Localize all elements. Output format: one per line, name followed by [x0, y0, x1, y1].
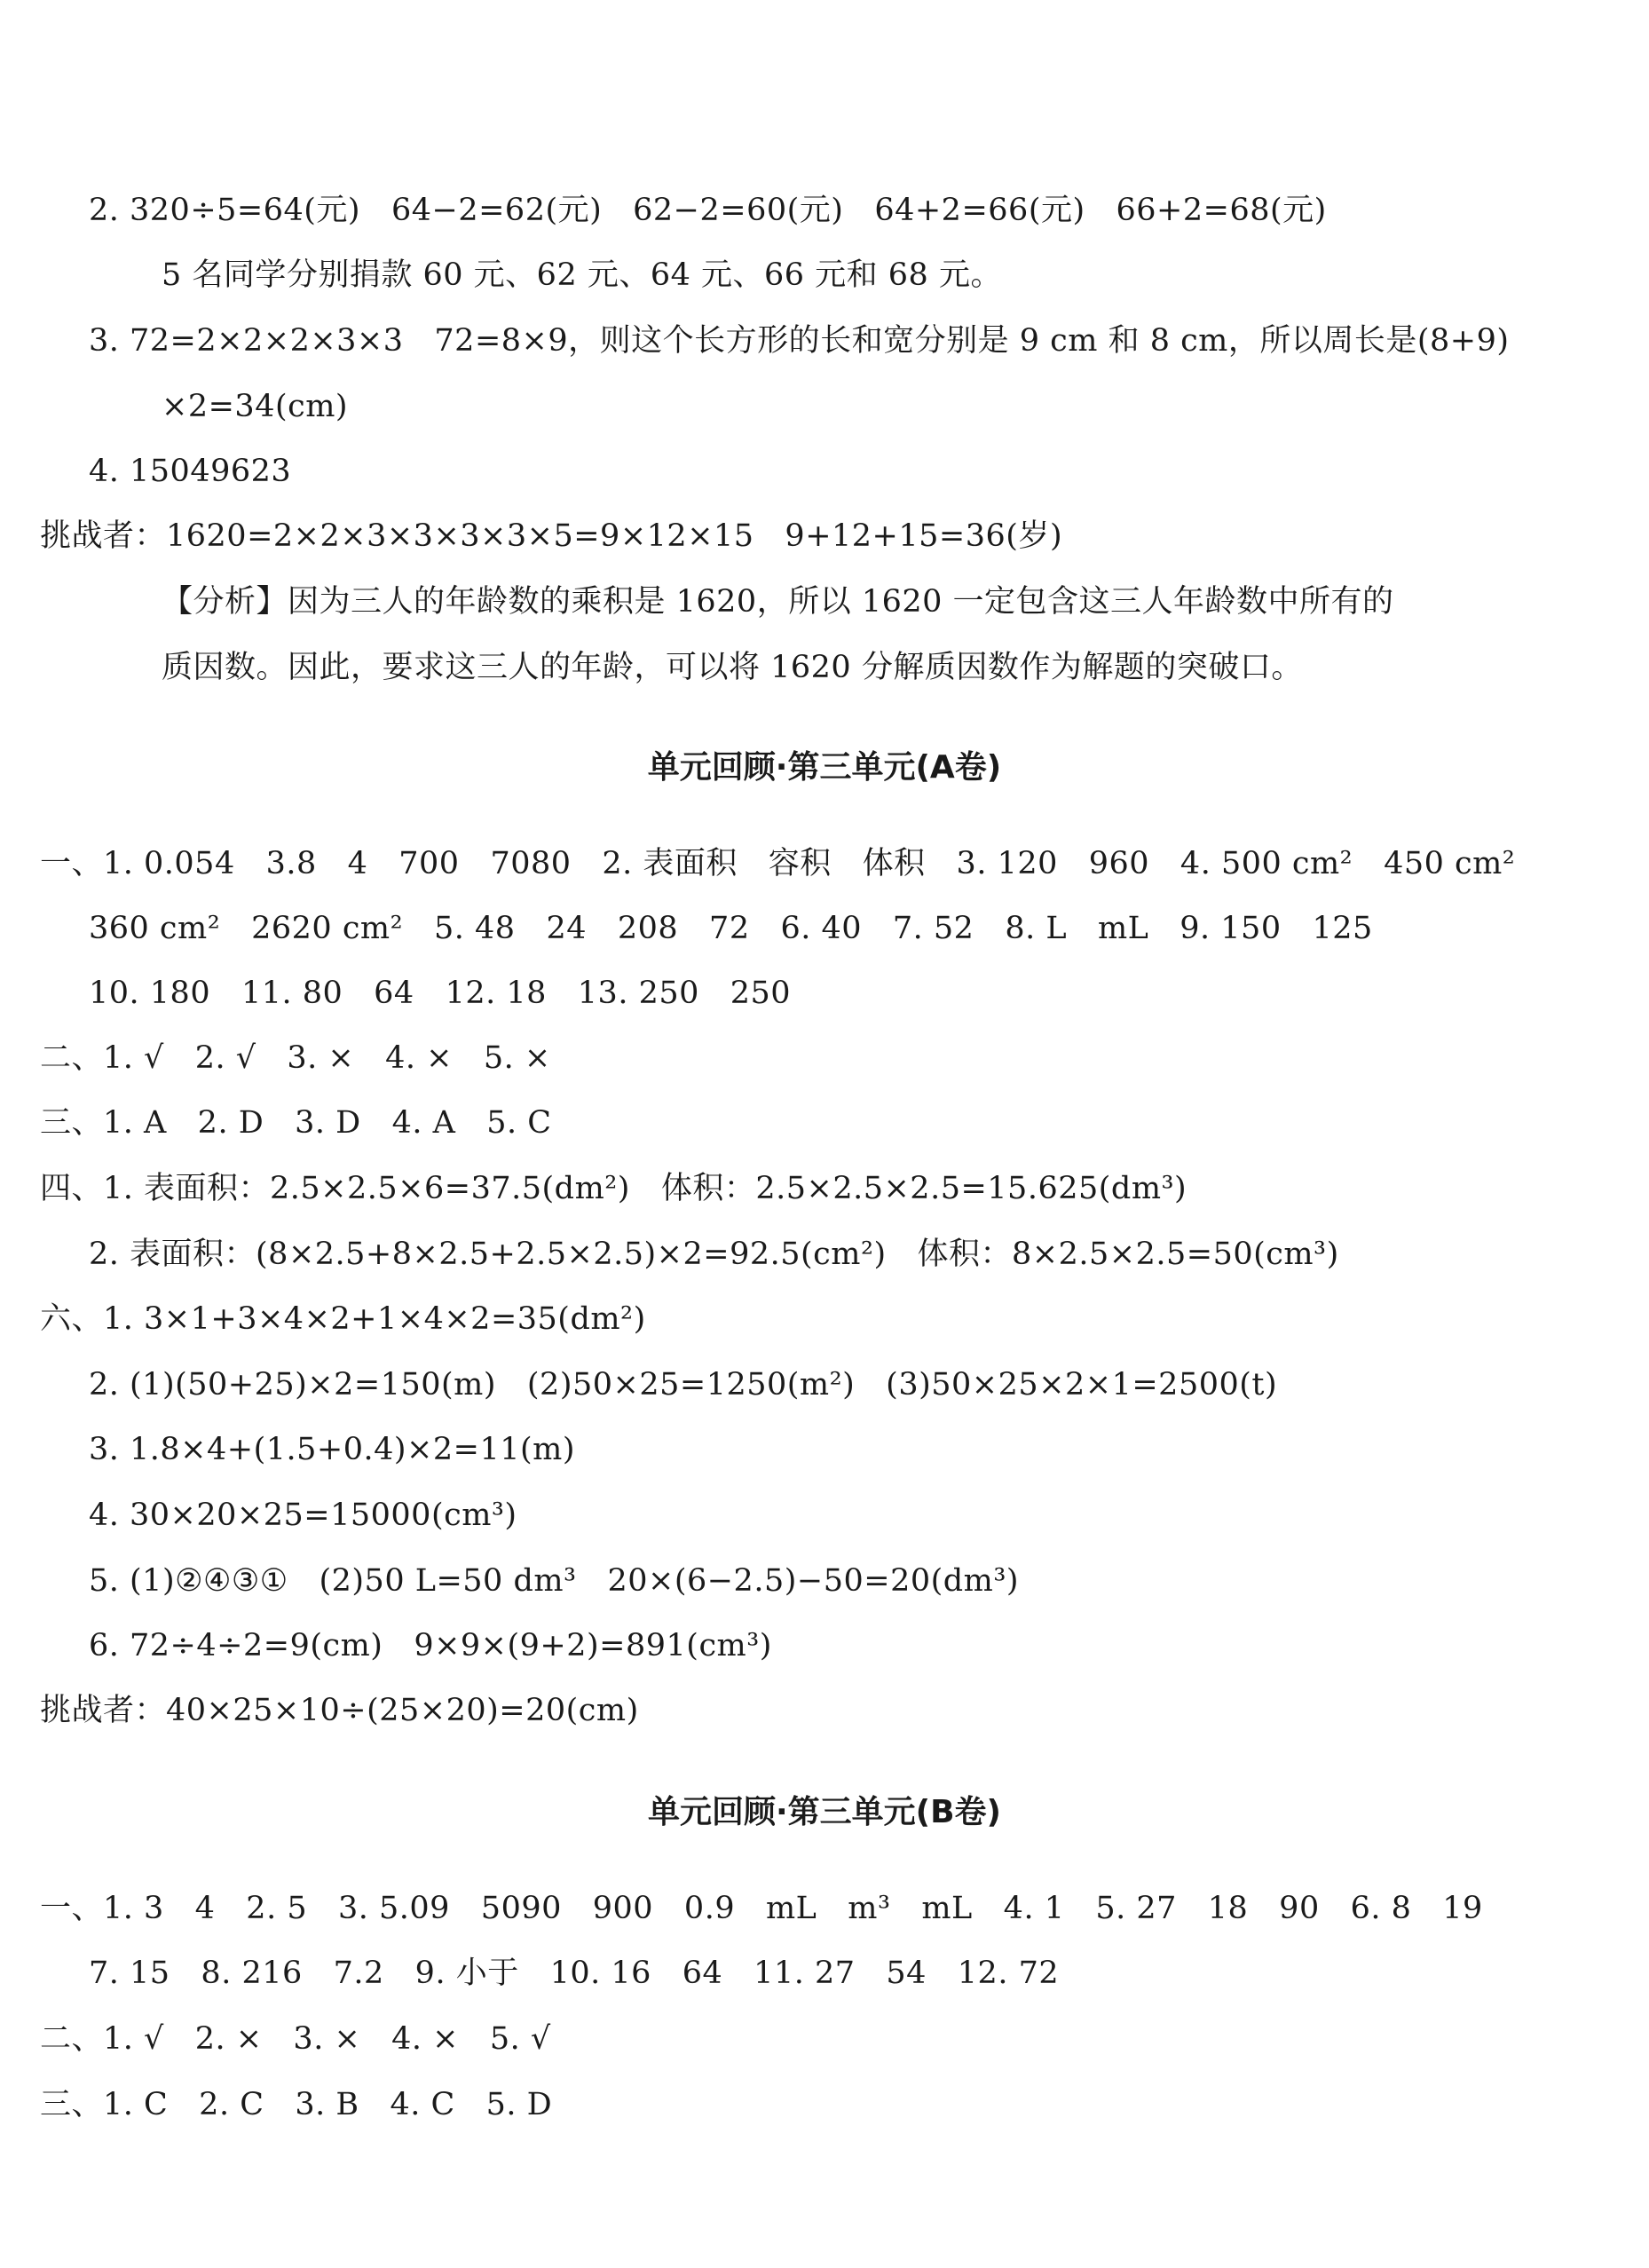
answer-line: 三、1. C 2. C 3. B 4. C 5. D [40, 2087, 553, 2122]
section-heading-a: 单元回顾·第三单元(A卷) [647, 749, 1002, 786]
answer-line: ×2=34(cm) [162, 389, 349, 424]
answer-line: 7. 15 8. 216 7.2 9. 小于 10. 16 64 11. 27 54 12. 72 [89, 1956, 1060, 1991]
answer-line: 四、1. 表面积：2.5×2.5×6=37.5(dm²) 体积：2.5×2.5×2.5=15.625(dm³) [40, 1171, 1187, 1206]
answer-line: 三、1. A 2. D 3. D 4. A 5. C [40, 1105, 552, 1141]
answer-line: 4. 15049623 [89, 454, 292, 489]
answer-line: 二、1. √ 2. √ 3. × 4. × 5. × [40, 1040, 551, 1076]
section-heading-b: 单元回顾·第三单元(B卷) [647, 1794, 1002, 1830]
challenger-line: 挑战者：40×25×10÷(25×20)=20(cm) [40, 1693, 639, 1728]
answer-line: 3. 1.8×4+(1.5+0.4)×2=11(m) [89, 1432, 576, 1467]
answer-line: 2. 表面积：(8×2.5+8×2.5+2.5×2.5)×2=92.5(cm²) 体积：8×2.5×2.5=50(cm³) [89, 1237, 1339, 1272]
analysis-line: 【分析】因为三人的年龄数的乘积是 1620，所以 1620 一定包含这三人年龄数中所有的 [162, 584, 1394, 620]
answer-line: 5. (1)②④③① (2)50 L=50 dm³ 20×(6−2.5)−50=20(dm³) [89, 1563, 1020, 1599]
answer-line: 4. 30×20×25=15000(cm³) [89, 1498, 517, 1533]
answer-line: 10. 180 11. 80 64 12. 18 13. 250 250 [89, 976, 792, 1011]
analysis-line: 质因数。因此，要求这三人的年龄，可以将 1620 分解质因数作为解题的突破口。 [162, 650, 1303, 685]
answer-line: 5 名同学分别捐款 60 元、62 元、64 元、66 元和 68 元。 [162, 257, 1002, 293]
answer-line: 二、1. √ 2. × 3. × 4. × 5. √ [40, 2021, 551, 2057]
answer-line: 六、1. 3×1+3×4×2+1×4×2=35(dm²) [40, 1301, 646, 1337]
answer-line: 6. 72÷4÷2=9(cm) 9×9×(9+2)=891(cm³) [89, 1628, 772, 1663]
answer-line: 2. (1)(50+25)×2=150(m) (2)50×25=1250(m²) (3)50×25×2×1=2500(t) [89, 1367, 1278, 1403]
answer-line: 3. 72=2×2×2×3×3 72=8×9，则这个长方形的长和宽分别是 9 cm 和 8 cm，所以周长是(8+9) [89, 323, 1510, 359]
challenger-line: 挑战者：1620=2×2×3×3×3×3×5=9×12×15 9+12+15=36(岁) [40, 518, 1063, 554]
answer-line: 360 cm² 2620 cm² 5. 48 24 208 72 6. 40 7. 52 8. L mL 9. 150 125 [89, 911, 1373, 946]
answer-line: 一、1. 3 4 2. 5 3. 5.09 5090 900 0.9 mL m³ mL 4. 1 5. 27 18 90 6. 8 19 [40, 1891, 1483, 1926]
answer-line: 一、1. 0.054 3.8 4 700 7080 2. 表面积 容积 体积 3. 120 960 4. 500 cm² 450 cm² [40, 846, 1516, 881]
answer-line: 2. 320÷5=64(元) 64−2=62(元) 62−2=60(元) 64+2=66(元) 66+2=68(元) [89, 193, 1327, 228]
